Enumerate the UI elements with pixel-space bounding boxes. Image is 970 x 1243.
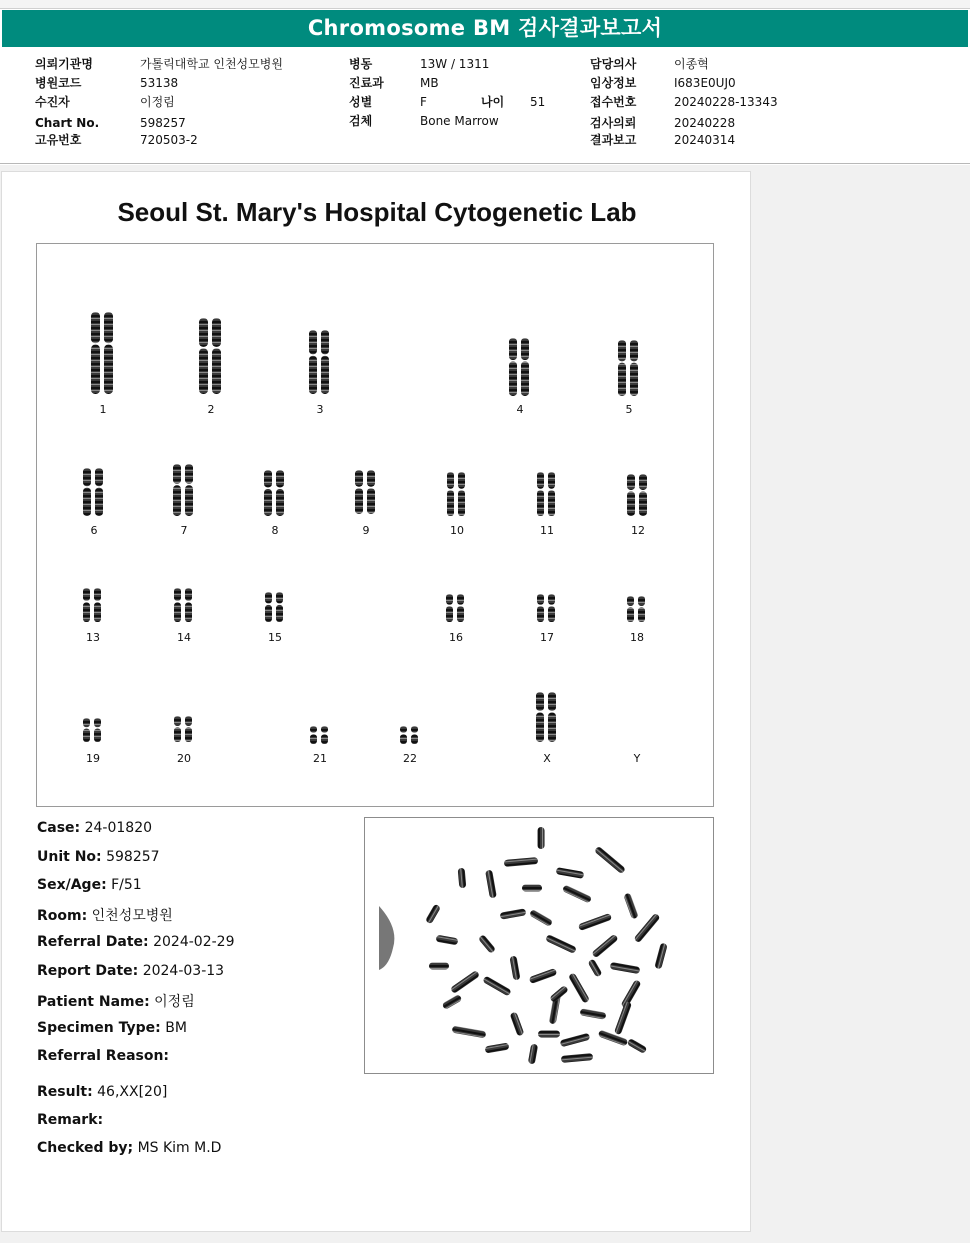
metaphase-chromosome (452, 1026, 487, 1039)
receipt-no-value: 20240228-13343 (674, 95, 778, 109)
chromatid-arm (618, 340, 626, 361)
chromosome-pair-22 (399, 726, 421, 744)
chromatid-arm (265, 605, 272, 622)
metaphase-chromosome (623, 893, 638, 920)
chromosome-pair-19 (82, 718, 104, 742)
patient-name-row: Patient Name: 이정림 (37, 994, 195, 1010)
chromosome-label-12: 12 (631, 524, 645, 537)
metaphase-chromosome (529, 968, 558, 984)
chromatid-arm (639, 491, 647, 516)
receipt-no-label: 접수번호 (590, 95, 637, 109)
chromatid-arm (411, 726, 418, 733)
header-divider (0, 163, 970, 164)
chromosome-pair-17 (536, 594, 558, 622)
chromosome-20 (149, 716, 219, 742)
chromatid-arm (411, 734, 418, 744)
chromatid-arm (310, 726, 317, 733)
chromatid-arm (321, 734, 328, 744)
metaphase-chromosome (620, 979, 641, 1008)
chromosome-label-17: 17 (540, 631, 554, 644)
chromosome-label-Y: Y (633, 752, 641, 765)
chromatid-arm (91, 312, 100, 343)
metaphase-chromosome (560, 1033, 591, 1048)
chromatid-arm (548, 490, 555, 516)
chromosome-18 (602, 596, 672, 622)
chromatid-arm (174, 588, 181, 601)
metaphase-chromosome (594, 846, 626, 875)
chromatid-arm (174, 727, 181, 742)
report-date-row: Report Date: 2024-03-13 (37, 963, 225, 979)
referral-reason-row: Referral Reason: (37, 1048, 170, 1064)
karyogram-panel (36, 243, 714, 807)
unit-no-row: Unit No: 598257 (37, 849, 160, 865)
chromatid-arm (638, 596, 645, 606)
chromatid-arm (185, 602, 192, 622)
chromatid-arm (321, 356, 329, 394)
chromosome-17 (512, 594, 582, 622)
patient-name-value: 이정림 (154, 994, 195, 1010)
chromosome-label-8: 8 (271, 524, 279, 537)
lab-title: Seoul St. Mary's Hospital Cytogenetic Lab (117, 197, 637, 227)
chromosome-X (512, 692, 582, 742)
chromatid-arm (457, 606, 464, 622)
chromosome-label-15: 15 (268, 631, 282, 644)
metaphase-chromosome (561, 1053, 593, 1063)
chromosome-label-9: 9 (362, 524, 370, 537)
chromosome-label-20: 20 (177, 752, 191, 765)
chromosome-label-X: X (543, 752, 551, 765)
referral-date-row: Referral Date: 2024-02-29 (37, 934, 235, 950)
room-row: Room: 인천성모병원 (37, 908, 173, 924)
chromatid-arm (94, 718, 101, 727)
chromosome-11 (512, 472, 582, 516)
hospital-code-value: 53138 (140, 76, 179, 90)
metaphase-chromosome (436, 935, 459, 946)
metaphase-chromosome (610, 962, 641, 974)
department-value: MB (420, 76, 439, 90)
chromosome-label-1: 1 (99, 403, 107, 416)
chromatid-arm (627, 474, 635, 490)
chromatid-arm (458, 490, 465, 516)
chromatid-arm (276, 470, 284, 487)
chromatid-arm (212, 348, 221, 394)
metaphase-chromosome (587, 958, 602, 977)
metaphase-chromosome (485, 870, 497, 899)
chromatid-arm (627, 607, 634, 622)
chromosome-pair-11 (536, 472, 558, 516)
chromatid-arm (264, 489, 272, 516)
chromatid-arm (264, 470, 272, 487)
chromosome-3 (285, 330, 355, 394)
chart-no-label: Chart No. (35, 116, 100, 130)
chromatid-arm (446, 606, 453, 622)
chromatid-arm (355, 470, 363, 487)
hospital-code-label: 병원코드 (35, 76, 82, 90)
chromatid-arm (173, 485, 181, 516)
chromatid-arm (94, 729, 101, 742)
chromatid-arm (309, 356, 317, 394)
referral-date-value: 2024-02-29 (153, 934, 235, 950)
chromatid-arm (627, 596, 634, 606)
chromosome-label-4: 4 (516, 403, 524, 416)
chromosome-pair-5 (617, 340, 641, 396)
age-value: 51 (530, 95, 546, 109)
chromatid-arm (309, 330, 317, 354)
chromatid-arm (367, 488, 375, 514)
chromatid-arm (310, 734, 317, 744)
chromatid-arm (83, 588, 90, 601)
metaphase-chromosome (538, 1031, 560, 1038)
chromatid-arm (521, 362, 529, 396)
metaphase-chromosome (568, 972, 590, 1003)
chromatid-arm (509, 338, 517, 360)
chromatid-arm (355, 488, 363, 514)
chromatid-arm (83, 718, 90, 727)
result-value: 46,XX[20] (97, 1084, 168, 1100)
metaphase-chromosome (633, 913, 660, 944)
chromosome-10 (422, 472, 492, 516)
metaphase-chromosome (529, 909, 553, 927)
sex-age-value: F/51 (111, 877, 142, 893)
metaphase-chromosome (528, 1044, 538, 1065)
chromosome-pair-4 (508, 338, 532, 396)
chromosome-label-21: 21 (313, 752, 327, 765)
chromosome-pair-8 (263, 470, 287, 516)
sex-value: F (420, 95, 427, 109)
chromatid-arm (321, 330, 329, 354)
case-value: 24-01820 (84, 820, 153, 836)
chromatid-arm (173, 464, 181, 484)
chromatid-arm (83, 488, 91, 516)
metaphase-chromosome (545, 934, 577, 954)
physician-label: 담당의사 (590, 57, 637, 71)
chromosome-pair-1 (90, 312, 116, 394)
specimen-label: 검체 (349, 114, 373, 128)
chromosome-pair-15 (264, 592, 286, 622)
chromatid-arm (400, 726, 407, 733)
metaphase-chromosome (562, 884, 592, 903)
chromosome-1 (68, 312, 138, 394)
clinical-info-value: I683E0UJ0 (674, 76, 736, 90)
metaphase-chromosome (654, 943, 667, 970)
chromosome-12 (603, 474, 673, 516)
chromosome-22 (375, 726, 445, 744)
chromatid-arm (367, 470, 375, 487)
case-row: Case: 24-01820 (37, 820, 153, 836)
metaphase-spread-illustration (365, 818, 713, 1073)
patient-label: 수진자 (35, 95, 70, 109)
specimen-type-row: Specimen Type: BM (37, 1020, 187, 1036)
requesting-institution-label: 의뢰기관명 (35, 57, 93, 71)
metaphase-chromosome (504, 857, 538, 867)
metaphase-chromosome (485, 1042, 510, 1053)
chromosome-4 (485, 338, 555, 396)
test-request-label: 검사의뢰 (590, 116, 637, 130)
chromatid-arm (95, 488, 103, 516)
metaphase-chromosome (450, 970, 480, 994)
chromatid-arm (548, 472, 555, 489)
chromatid-arm (276, 605, 283, 622)
clinical-info-label: 임상정보 (590, 76, 637, 90)
metaphase-image (364, 817, 714, 1074)
metaphase-chromosome (500, 908, 527, 919)
chromatid-arm (185, 464, 193, 484)
chromosome-13 (58, 588, 128, 622)
metaphase-chromosome (478, 934, 496, 954)
chromosome-label-22: 22 (403, 752, 417, 765)
result-row: Result: 46,XX[20] (37, 1084, 168, 1100)
chromosome-label-14: 14 (177, 631, 191, 644)
chromatid-arm (400, 734, 407, 744)
chromatid-arm (185, 716, 192, 726)
result-report-value: 20240314 (674, 133, 736, 147)
chromosome-2 (176, 318, 246, 394)
result-report-label: 결과보고 (590, 133, 637, 147)
chromatid-arm (104, 312, 113, 343)
chromatid-arm (185, 588, 192, 601)
metaphase-chromosome (442, 994, 463, 1010)
requesting-institution-value: 가톨릭대학교 인천성모병원 (140, 57, 283, 71)
unit-no-value: 598257 (106, 849, 160, 865)
chromatid-arm (458, 472, 465, 489)
chromosome-pair-3 (308, 330, 332, 394)
chromosome-pair-6 (82, 468, 106, 516)
chromatid-arm (276, 592, 283, 603)
chromatid-arm (199, 318, 208, 347)
room-value: 인천성모병원 (91, 908, 173, 924)
metaphase-chromosome (458, 868, 467, 889)
report-date-value: 2024-03-13 (142, 963, 225, 979)
sex-label: 성별 (349, 95, 373, 109)
chromatid-arm (548, 713, 556, 743)
metaphase-chromosome (509, 956, 520, 981)
department-label: 진료과 (349, 76, 384, 90)
chromatid-arm (95, 468, 103, 486)
chromatid-arm (627, 491, 635, 516)
test-request-value: 20240228 (674, 116, 736, 130)
chromosome-pair-16 (445, 594, 467, 622)
chromosome-15 (240, 592, 310, 622)
chromatid-arm (537, 490, 544, 516)
metaphase-chromosome (522, 885, 542, 892)
chromosome-7 (149, 464, 219, 516)
chromatid-arm (446, 594, 453, 605)
checked-by-value: MS Kim M.D (137, 1140, 222, 1156)
chromatid-arm (536, 713, 544, 743)
chromatid-arm (548, 594, 555, 605)
chromatid-arm (447, 490, 454, 516)
chromatid-arm (457, 594, 464, 605)
chromatid-arm (94, 602, 101, 622)
chromatid-arm (185, 485, 193, 516)
chart-no-value: 598257 (140, 116, 186, 130)
chromosome-pair-2 (198, 318, 224, 394)
remark-row: Remark: (37, 1112, 104, 1128)
chromosome-19 (58, 718, 128, 742)
chromatid-arm (447, 472, 454, 489)
metaphase-chromosome (580, 1008, 607, 1019)
chromatid-arm (83, 729, 90, 742)
chromosome-9 (331, 470, 401, 514)
chromosome-pair-13 (82, 588, 104, 622)
chromatid-arm (174, 602, 181, 622)
metaphase-chromosome (627, 1038, 648, 1054)
unique-no-label: 고유번호 (35, 133, 82, 147)
ward-value: 13W / 1311 (420, 57, 490, 71)
chromatid-arm (509, 362, 517, 396)
metaphase-chromosome (578, 913, 612, 931)
report-title-bar: Chromosome BM 검사결과보고서 (2, 10, 968, 47)
chromosome-5 (594, 340, 664, 396)
chromosome-label-2: 2 (207, 403, 215, 416)
chromosome-pair-10 (446, 472, 468, 516)
chromosome-21 (285, 726, 355, 744)
chromosome-pair-21 (309, 726, 331, 744)
chromatid-arm (537, 594, 544, 605)
chromosome-label-3: 3 (316, 403, 324, 416)
chromatid-arm (321, 726, 328, 733)
physician-value: 이종혁 (674, 57, 709, 71)
metaphase-chromosome (482, 975, 511, 996)
ward-label: 병동 (349, 57, 373, 71)
chromatid-arm (521, 338, 529, 360)
metaphase-chromosome (510, 1012, 525, 1037)
unique-no-value: 720503-2 (140, 133, 198, 147)
chromosome-pair-20 (173, 716, 195, 742)
metaphase-chromosome (429, 963, 449, 970)
chromatid-arm (630, 340, 638, 361)
chromatid-arm (83, 468, 91, 486)
chromatid-arm (536, 692, 544, 711)
chromosome-label-19: 19 (86, 752, 100, 765)
metaphase-chromosome (425, 904, 441, 925)
chromatid-arm (185, 727, 192, 742)
chromatid-arm (537, 606, 544, 622)
chromosome-label-7: 7 (180, 524, 188, 537)
chromosome-label-10: 10 (450, 524, 464, 537)
chromatid-arm (639, 474, 647, 490)
patient-value: 이정림 (140, 95, 175, 109)
chromatid-arm (630, 363, 638, 396)
chromosome-pair-14 (173, 588, 195, 622)
specimen-value: Bone Marrow (420, 114, 499, 128)
chromatid-arm (91, 345, 100, 394)
chromatid-arm (276, 489, 284, 516)
chromosome-14 (149, 588, 219, 622)
chromatid-arm (638, 607, 645, 622)
chromatid-arm (104, 345, 113, 394)
metaphase-chromosome (556, 867, 585, 879)
metaphase-chromosome (591, 934, 618, 959)
chromatid-arm (174, 716, 181, 726)
chromosome-label-16: 16 (449, 631, 463, 644)
chromatid-arm (537, 472, 544, 489)
specimen-type-value: BM (165, 1020, 187, 1036)
metaphase-chromosome (538, 827, 545, 849)
chromosome-pair-18 (626, 596, 648, 622)
chromosome-pair-9 (354, 470, 378, 514)
chromosome-pair-12 (626, 474, 650, 516)
chromosome-label-18: 18 (630, 631, 644, 644)
chromosome-label-6: 6 (90, 524, 98, 537)
age-label: 나이 (481, 95, 505, 109)
chromatid-arm (548, 606, 555, 622)
chromatid-arm (199, 348, 208, 394)
chromatid-arm (83, 602, 90, 622)
chromatid-arm (94, 588, 101, 601)
chromosome-pair-7 (172, 464, 196, 516)
chromosome-6 (59, 468, 129, 516)
chromosome-8 (240, 470, 310, 516)
chromosome-label-13: 13 (86, 631, 100, 644)
chromosome-label-11: 11 (540, 524, 554, 537)
chromatid-arm (212, 318, 221, 347)
chromosome-pair-X (535, 692, 559, 742)
top-strip (0, 0, 970, 9)
chromatid-arm (618, 363, 626, 396)
nucleus-edge (379, 906, 394, 970)
chromatid-arm (265, 592, 272, 603)
chromatid-arm (548, 692, 556, 711)
metaphase-chromosome (598, 1030, 629, 1047)
chromosome-16 (421, 594, 491, 622)
sex-age-row: Sex/Age: F/51 (37, 877, 142, 893)
checked-by-row: Checked by; MS Kim M.D (37, 1140, 222, 1156)
chromosome-label-5: 5 (625, 403, 633, 416)
